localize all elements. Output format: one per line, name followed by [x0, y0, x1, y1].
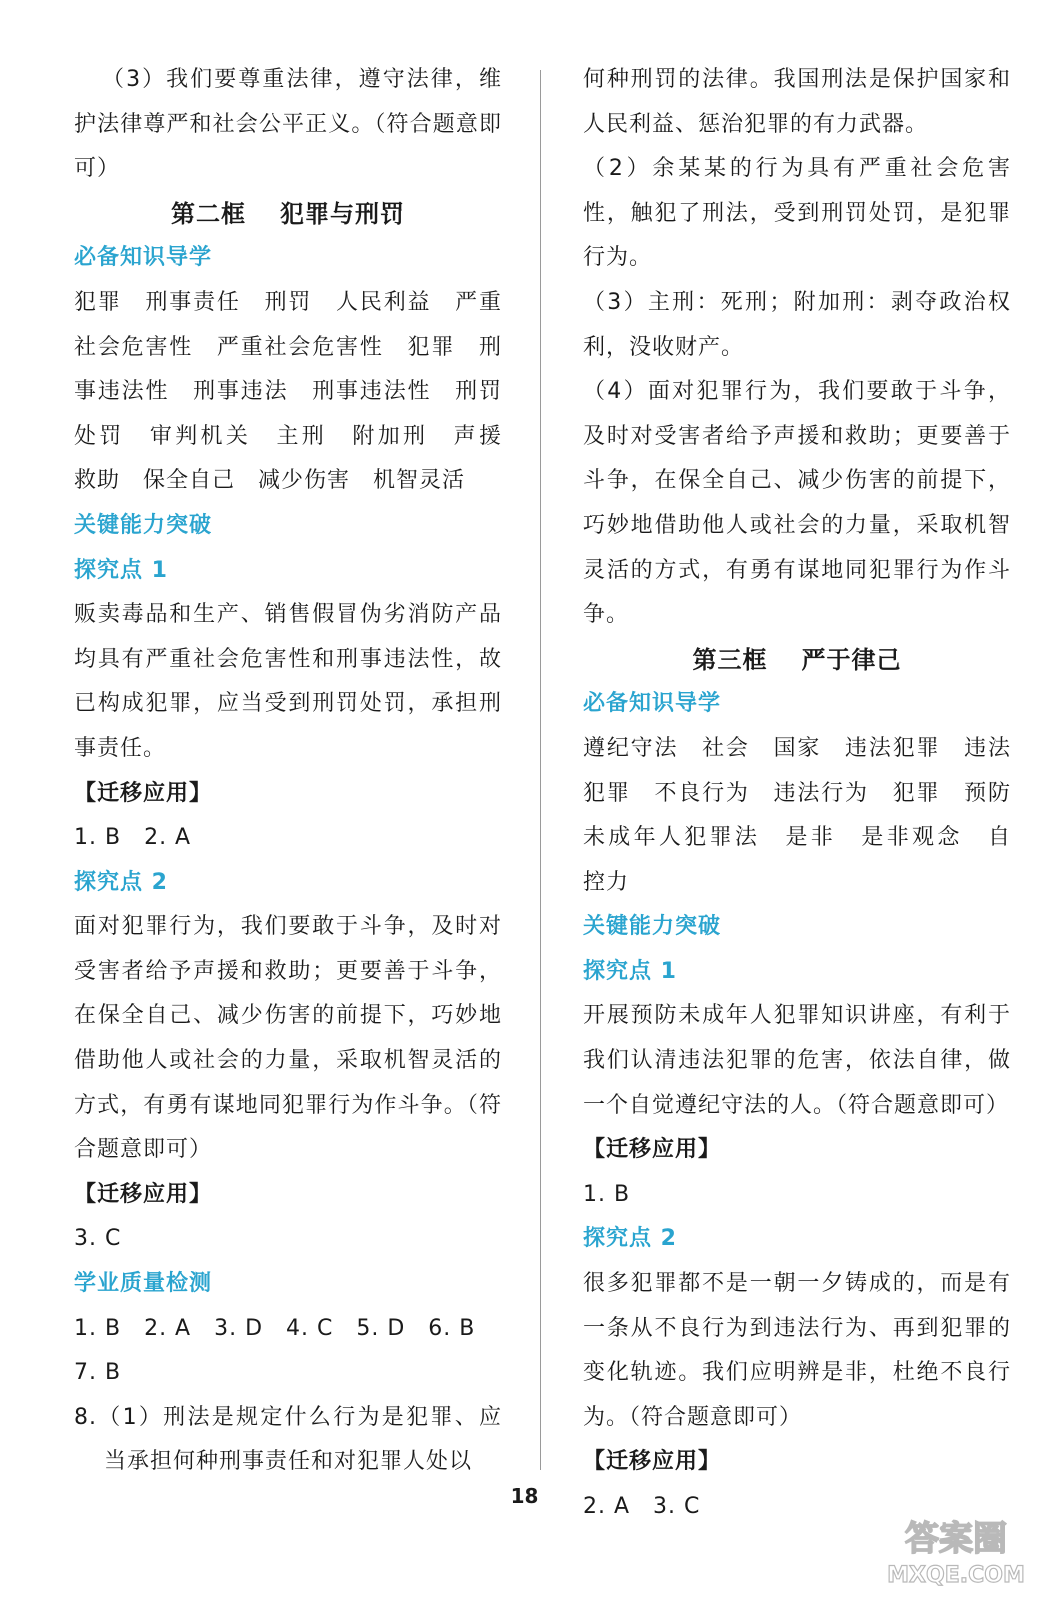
heading-qianyi-1: 【迁移应用】: [583, 1137, 722, 1163]
keyword-line: 遵纪守法 社会 国家 违法犯罪 违法: [583, 735, 1011, 761]
section-title-text: 犯罪与刑罚: [280, 199, 405, 228]
page-number: 18: [510, 1484, 539, 1508]
section-title-number: 第二框: [171, 199, 246, 228]
paragraph-respect-law: （3）我们要尊重法律，遵守法律，维护法律尊严和社会公平正义。（符合题意即可）: [74, 67, 502, 182]
keyword-line: 救助 保全自己 减少伤害 机智灵活: [74, 468, 466, 494]
question-8-part-1: 8.（1）刑法是规定什么行为是犯罪、应当承担何种刑事责任和对犯罪人处以: [74, 1404, 502, 1475]
answers-2: 2. A 3. C: [583, 1494, 701, 1519]
keyword-line: 犯罪 刑事责任 刑罚 人民利益 严重: [74, 289, 502, 315]
watermark-logo: [881, 1510, 1031, 1590]
keyword-line: 未成年人犯罪法 是非 是非观念 自: [583, 825, 1011, 851]
answers-4: 7. B: [74, 1360, 122, 1386]
heading-bibei: 必备知识导学: [74, 245, 213, 271]
heading-qianyi-2: 【迁移应用】: [74, 1181, 213, 1207]
heading-xueye: 学业质量检测: [74, 1271, 213, 1297]
keyword-line: 事违法性 刑事违法 刑事违法性 刑罚: [74, 379, 502, 405]
heading-guanjian: 关键能力突破: [74, 512, 213, 538]
heading-tanjiu-2: 探究点 2: [74, 869, 168, 895]
column-divider: [540, 70, 541, 1470]
question-8-part-3: （3）主刑：死刑；附加刑：剥夺政治权利，没收财产。: [583, 289, 1011, 360]
paragraph-tanjiu-2: 面对犯罪行为，我们要敢于斗争，及时对受害者给予声援和救助；更要善于斗争，在保全自己、减少伤害的前提下，巧妙地借助他人或社会的力量，采取机智灵活的方式，有勇有谋地同犯罪行为作斗争。（符合题意即可）: [74, 914, 502, 1163]
right-column: [583, 58, 1011, 1530]
answers-3: 1. B 2. A 3. D 4. C 5. D 6. B: [74, 1315, 476, 1341]
keyword-line: 社会危害性 严重社会危害性 犯罪 刑: [74, 334, 502, 360]
heading-bibei: 必备知识导学: [583, 691, 722, 717]
answers-1: 1. B: [583, 1181, 631, 1207]
watermark-text-bottom: MXQE.COM: [887, 1563, 1025, 1588]
section-title-number: 第三框: [692, 645, 768, 674]
paragraph-tanjiu-2: 很多犯罪都不是一朝一夕铸成的，而是有一条从不良行为到违法行为、再到犯罪的变化轨迹。我们应明辨是非，杜绝不良行为。（符合题意即可）: [583, 1271, 1011, 1430]
left-column: [74, 58, 502, 1485]
keyword-line: 控力: [583, 869, 630, 895]
watermark-text-top: 答案圈: [905, 1519, 1007, 1559]
heading-qianyi-2: 【迁移应用】: [583, 1449, 722, 1475]
section-title-text: 严于律己: [801, 645, 902, 674]
paragraph-tanjiu-1: 贩卖毒品和生产、销售假冒伪劣消防产品均具有严重社会危害性和刑事违法性，故已构成犯罪，应当受到刑罚处罚，承担刑事责任。: [74, 602, 502, 761]
keyword-line: 犯罪 不良行为 违法行为 犯罪 预防: [583, 780, 1011, 806]
question-8-part-2: （2）余某某的行为具有严重社会危害性，触犯了刑法，受到刑罚处罚，是犯罪行为。: [583, 156, 1011, 271]
keyword-line: 处罚 审判机关 主刑 附加刑 声援: [74, 423, 502, 449]
heading-tanjiu-2: 探究点 2: [583, 1226, 677, 1252]
heading-qianyi-1: 【迁移应用】: [74, 780, 213, 806]
paragraph-tanjiu-1: 开展预防未成年人犯罪知识讲座，有利于我们认清违法犯罪的危害，依法自律，做一个自觉遵纪守法的人。（符合题意即可）: [583, 1003, 1011, 1118]
question-8-part-4: （4）面对犯罪行为，我们要敢于斗争，及时对受害者给予声援和救助；更要善于斗争，在保全自己、减少伤害的前提下，巧妙地借助他人或社会的力量，采取机智灵活的方式，有勇有谋地同犯罪行为作斗争。: [583, 379, 1011, 628]
heading-tanjiu-1: 探究点 1: [74, 557, 168, 583]
section-title-self-discipline: [583, 638, 1011, 683]
heading-guanjian: 关键能力突破: [583, 914, 722, 940]
answers-2: 3. C: [74, 1226, 122, 1252]
heading-tanjiu-1: 探究点 1: [583, 958, 677, 984]
question-8-continued: 何种刑罚的法律。我国刑法是保护国家和人民利益、惩治犯罪的有力武器。: [583, 67, 1011, 137]
section-title-crime-punishment: [74, 192, 502, 237]
answers-1: 1. B 2. A: [74, 825, 192, 851]
